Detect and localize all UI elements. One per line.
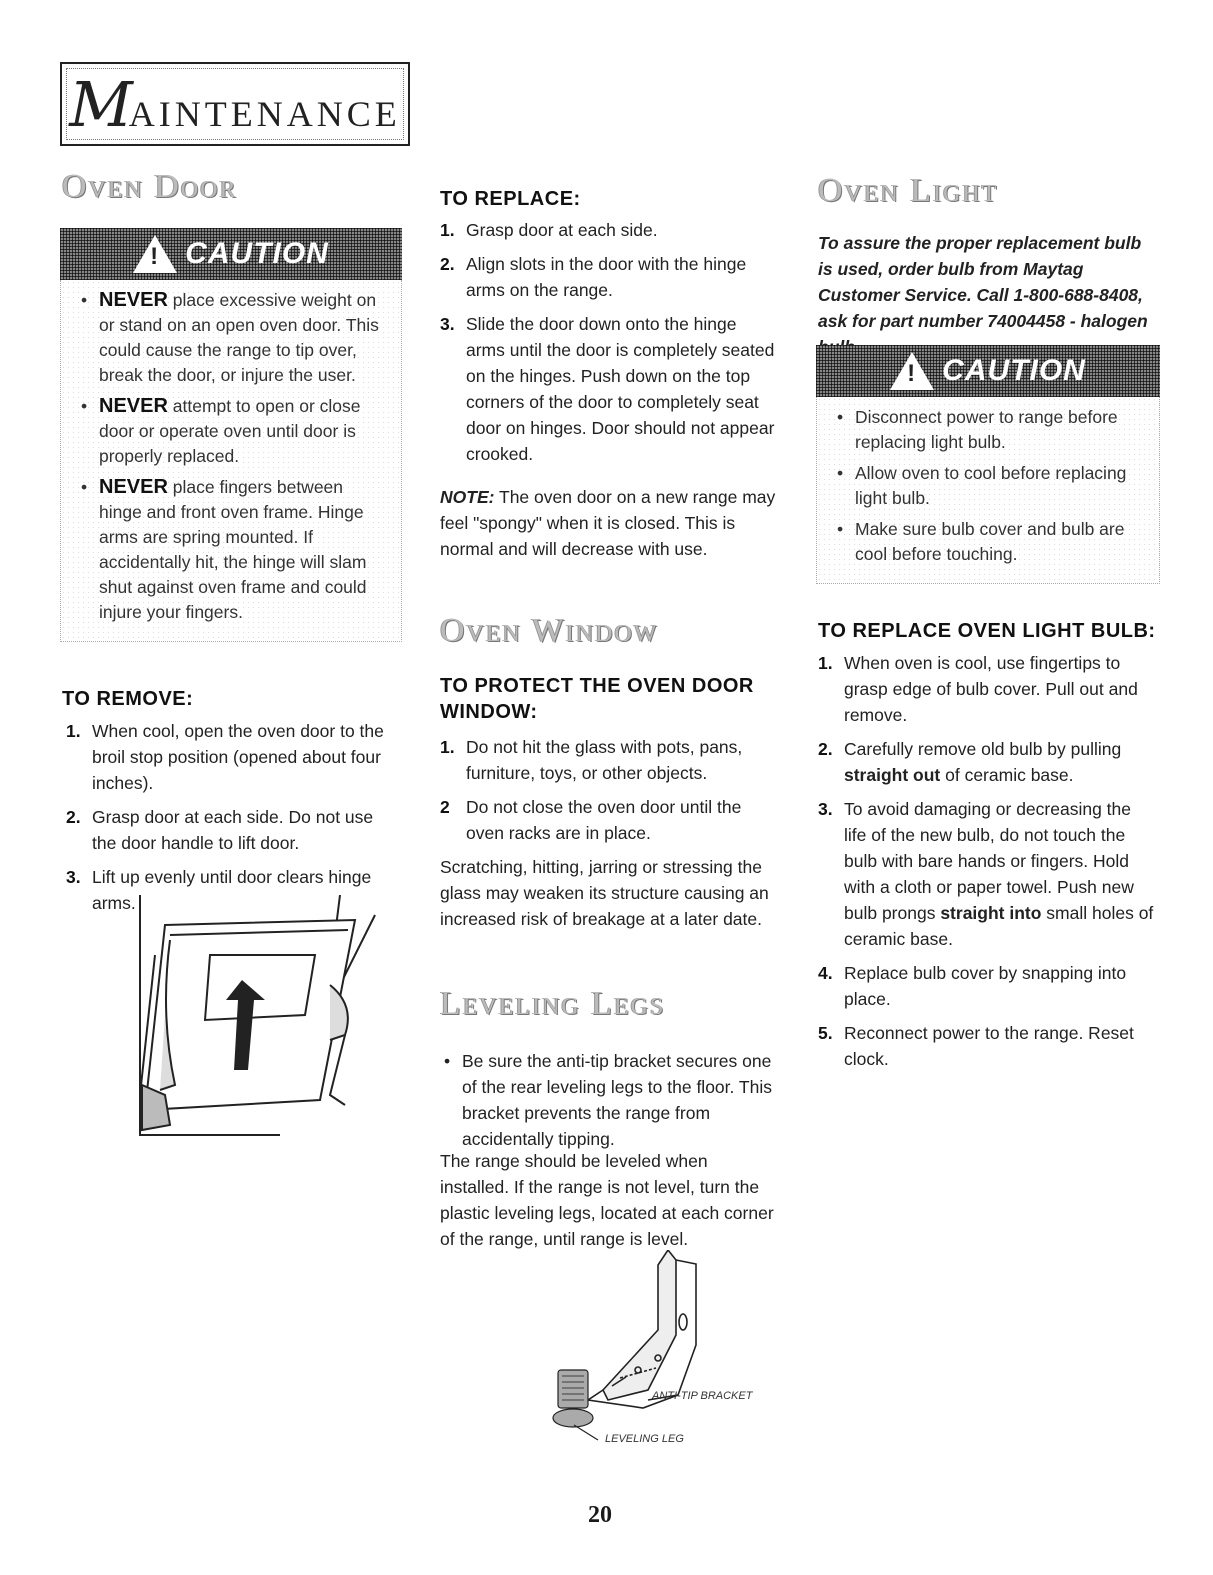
remove-step (66, 804, 396, 856)
step-text: When oven is cool, use fingertips to grasp edge of bulb cover. Pull out and remove. (844, 653, 1138, 725)
bulb-step (818, 1020, 1156, 1072)
window-paragraph: Scratching, hitting, jarring or stressing the glass may weaken its structure causing an increased risk of breakage at a later date. (440, 857, 769, 929)
window-step (440, 794, 780, 846)
emphasis-text: straight out (844, 765, 941, 785)
remove-heading: TO REMOVE: (62, 688, 194, 710)
replace-bulb-steps (818, 650, 1156, 1080)
bulb-step (818, 650, 1156, 728)
never-label: NEVER (99, 395, 168, 417)
never-label: NEVER (99, 476, 168, 498)
oven-window-title: Oven Window (440, 612, 659, 649)
step-number: 2 (440, 797, 450, 817)
step-text: Grasp door at each side. Do not use the door handle to lift door. (92, 807, 374, 853)
step-number: 2. (440, 254, 455, 274)
caution-box (816, 397, 1160, 584)
step-text: Grasp door at each side. (466, 220, 658, 240)
step-text: of ceramic base. (940, 765, 1074, 785)
oven-door-removal-illustration (130, 895, 410, 1145)
bulb-step (818, 796, 1156, 952)
caution-item: • Allow oven to cool before replacing light bulb. (837, 461, 1145, 511)
step-number: 1. (818, 653, 833, 673)
step-text: When cool, open the oven door to the broil stop position (opened about four inches). (92, 721, 384, 793)
step-number: 3. (818, 799, 833, 819)
replace-heading: TO REPLACE: (440, 188, 581, 210)
caution-item: • Disconnect power to range before replacing light bulb. (837, 405, 1145, 455)
leveling-legs-title: Leveling Legs (440, 985, 666, 1022)
step-text: To avoid damaging or decreasing the life of the new bulb, do not touch the bulb with bare hands or fingers. Hold with a cloth or paper towel. Push new bulb prongs (844, 799, 1134, 923)
step-number: 5. (818, 1023, 833, 1043)
replace-step (440, 251, 778, 303)
caution-text: attempt to open or close door or operate oven until door is properly replaced. (99, 396, 361, 466)
caution-item (81, 475, 387, 625)
caution-text: place fingers between hinge and front oven frame. Hinge arms are spring mounted. If accidentally hit, the hinge will slam shut against oven frame and could injure your fingers. (99, 477, 367, 622)
step-text: Reconnect power to the range. Reset clock. (844, 1023, 1134, 1069)
window-heading: TO PROTECT THE OVEN DOOR WINDOW: (440, 675, 754, 723)
caution-text: place excessive weight on or stand on an open oven door. This could cause the range to tip over, break the door, or injure the user. (99, 290, 379, 385)
window-step (440, 734, 780, 786)
bulb-step (818, 736, 1156, 788)
emphasis-text: straight into (940, 903, 1042, 923)
replace-bulb-heading: TO REPLACE OVEN LIGHT BULB: (818, 620, 1156, 642)
oven-door-caution (60, 228, 402, 642)
step-text: Slide the door down onto the hinge arms until the door is completely seated on the hinges. Push down on the top corners of the door to completely seat door on hinges. Door should not appear crooked. (466, 314, 775, 464)
warning-triangle-icon: ! (890, 352, 934, 390)
warning-triangle-icon: ! (133, 235, 177, 273)
caution-item (81, 288, 387, 388)
leveling-leg-label: LEVELING LEG (605, 1433, 684, 1445)
step-text: Carefully remove old bulb by pulling (844, 739, 1122, 759)
oven-light-title: Oven Light (818, 172, 999, 209)
bulb-order-info: To assure the proper replacement bulb is used, order bulb from Maytag Customer Service. Call 1-800-688-8408, ask for part number 74004458 - halogen (818, 233, 1148, 331)
step-number: 2. (818, 739, 833, 759)
door-note: NOTE: The oven door on a new range may feel "spongy" when it is closed. This is normal and will decrease with use. (440, 487, 776, 559)
replace-step (440, 311, 778, 467)
caution-box (60, 280, 402, 642)
step-text: Replace bulb cover by snapping into place. (844, 963, 1127, 1009)
anti-tip-bracket-illustration (548, 1250, 738, 1460)
bulb-step (818, 960, 1156, 1012)
step-text: Do not close the oven door until the oven racks are in place. (466, 797, 742, 843)
step-number: 1. (66, 721, 81, 741)
step-number: 3. (440, 314, 455, 334)
legs-paragraph: The range should be leveled when installed. If the range is not level, turn the plastic leveling legs, located at each corner of the range, until range is level. (440, 1151, 774, 1249)
step-number: 4. (818, 963, 833, 983)
replace-step (440, 217, 778, 243)
anti-tip-bracket-label: ANTI-TIP BRACKET (652, 1390, 753, 1402)
remove-steps (66, 718, 396, 924)
step-number: 2. (66, 807, 81, 827)
caution-banner: ! CAUTION (816, 345, 1160, 397)
section-header (60, 62, 410, 146)
step-number: 3. (66, 867, 81, 887)
caution-item (81, 394, 387, 469)
window-steps (440, 734, 780, 854)
caution-item: • Make sure bulb cover and bulb are cool before touching. (837, 517, 1145, 567)
step-text: Align slots in the door with the hinge arms on the range. (466, 254, 747, 300)
header-title: MAINTENANCE (69, 67, 401, 141)
page-number: 20 (588, 1502, 612, 1528)
oven-door-title: Oven Door (62, 168, 238, 205)
step-number: 1. (440, 220, 455, 240)
oven-light-caution (816, 345, 1160, 584)
step-text: small holes of ceramic base. (844, 903, 1154, 949)
caution-banner: ! CAUTION (60, 228, 402, 280)
legs-bullet: • Be sure the anti-tip bracket secures one of the rear leveling legs to the floor. This bracket prevents the range from accidentally tipping. (440, 1048, 780, 1152)
step-text: Lift up evenly until door clears hinge arms. (92, 867, 372, 913)
remove-step (66, 718, 396, 796)
step-number: 1. (440, 737, 455, 757)
step-text: Do not hit the glass with pots, pans, furniture, toys, or other objects. (466, 737, 743, 783)
replace-steps (440, 217, 778, 475)
never-label: NEVER (99, 289, 168, 311)
